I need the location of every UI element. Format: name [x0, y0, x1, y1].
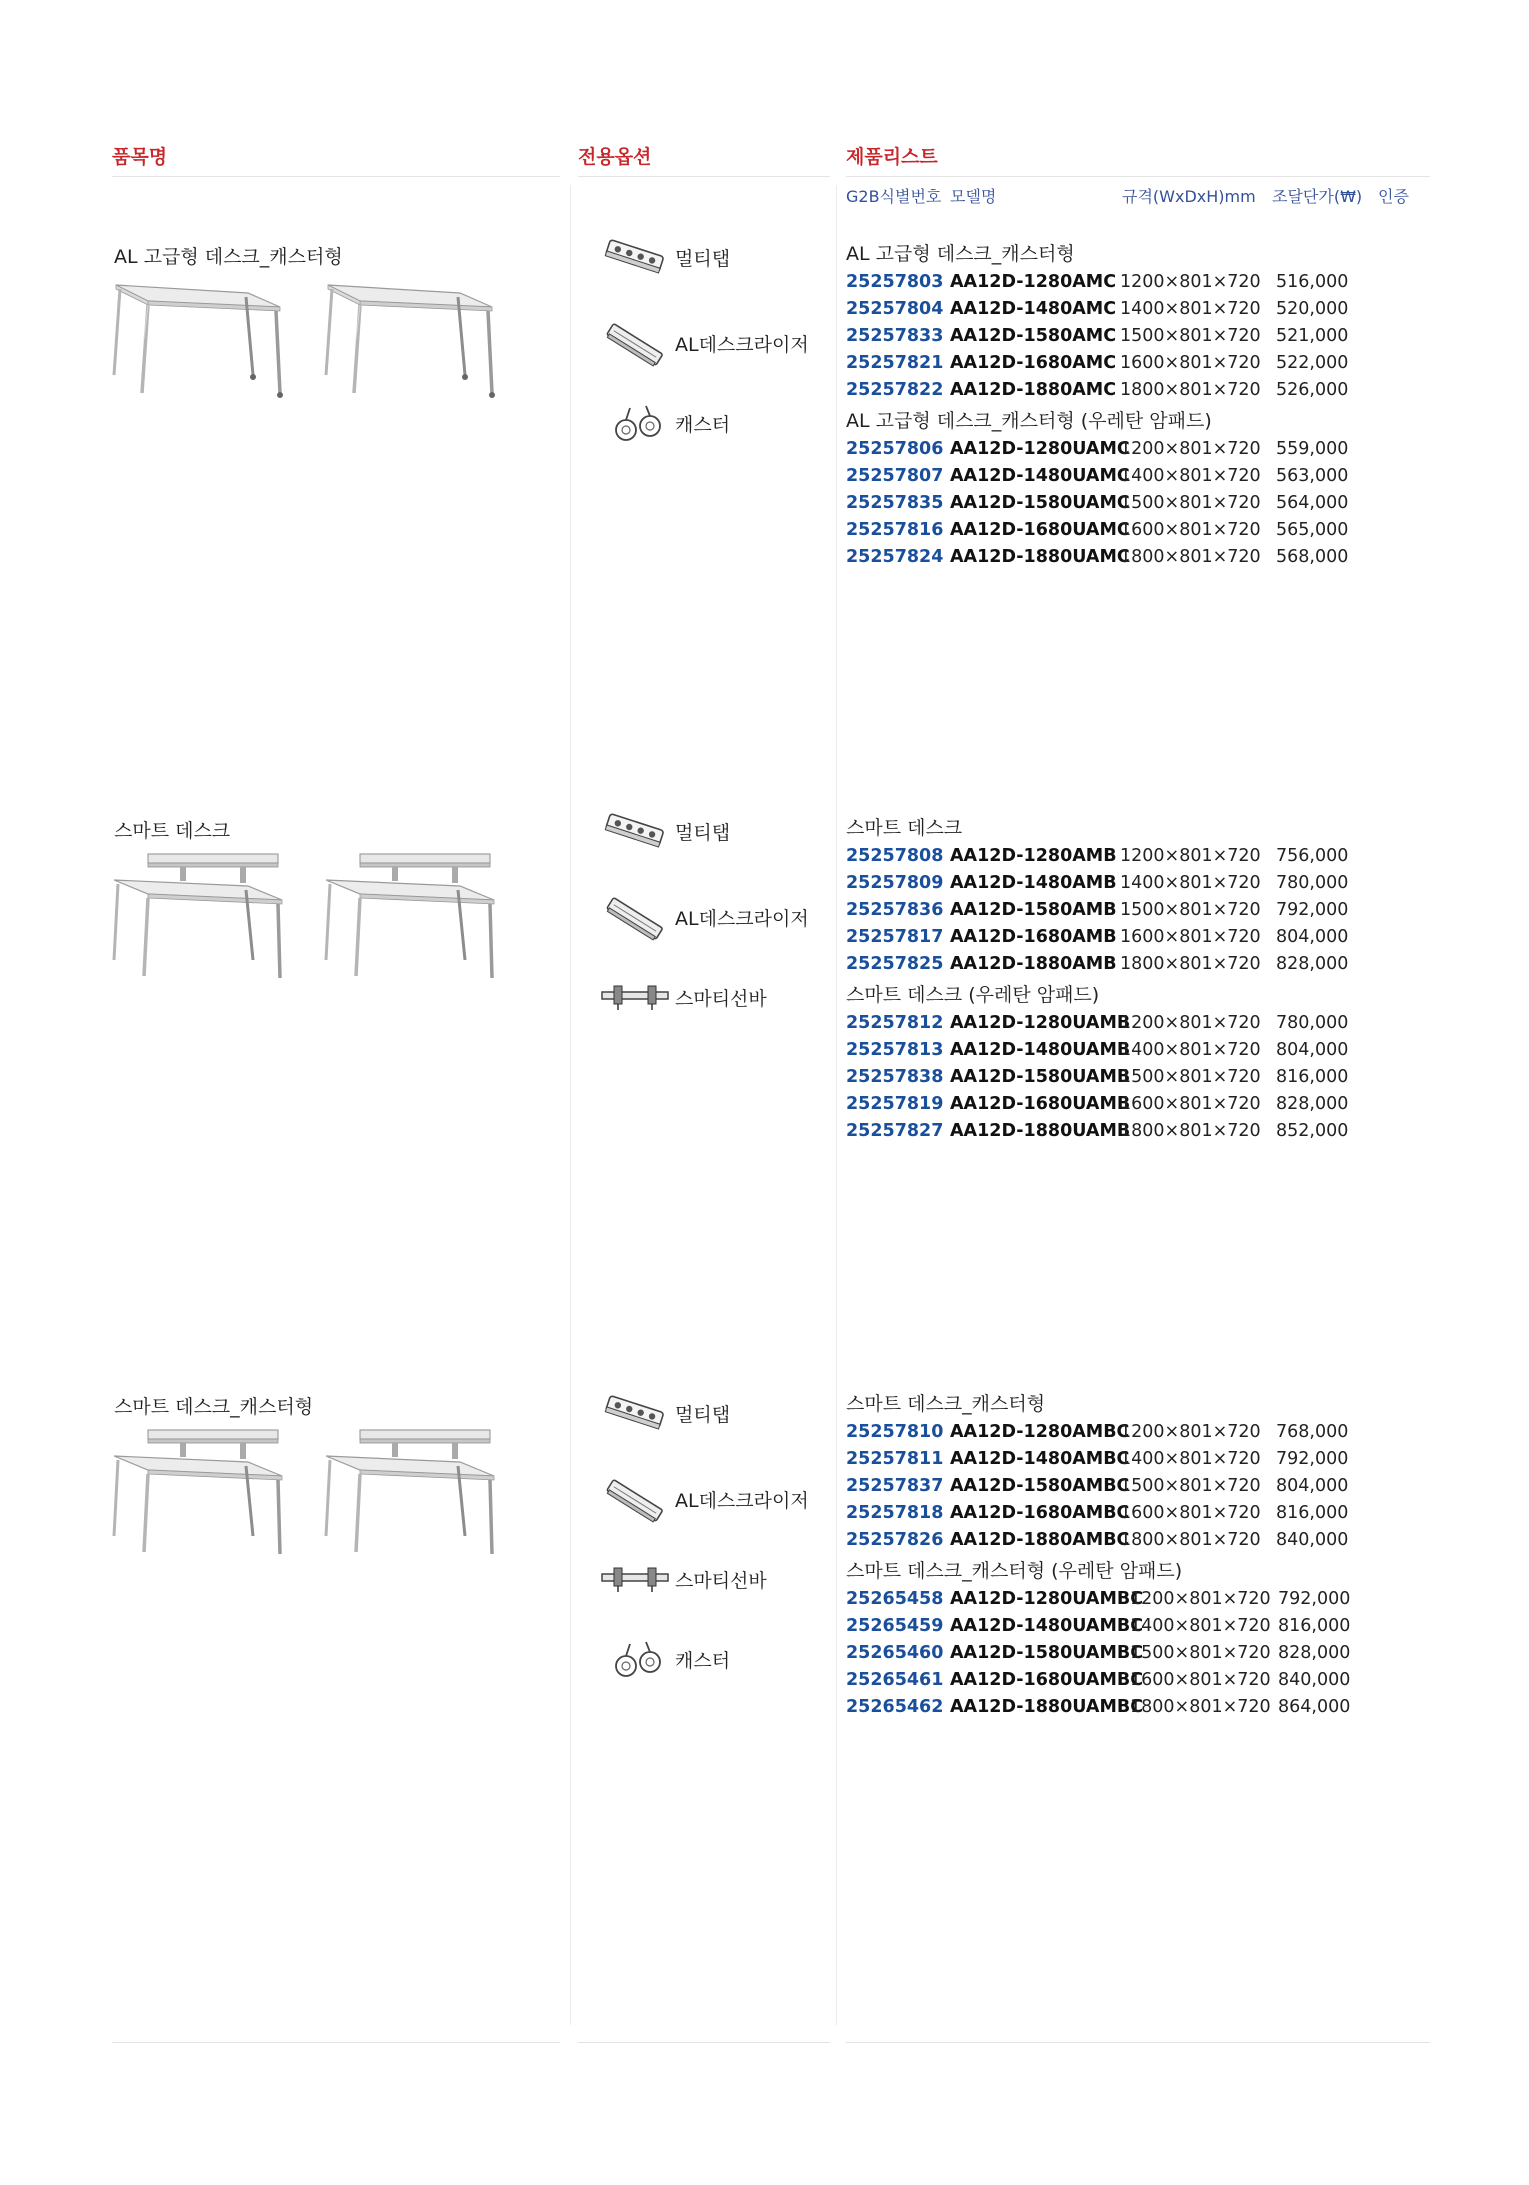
- model-code: AA12D-1580AMC: [950, 326, 1117, 346]
- price: 792,000: [1276, 900, 1349, 920]
- option-item: [600, 1386, 830, 1442]
- price: 780,000: [1276, 1013, 1349, 1033]
- table-row: [846, 1011, 1446, 1038]
- price: 828,000: [1276, 954, 1349, 974]
- spec: 1500×801×720: [1120, 326, 1261, 346]
- model-code: AA12D-1280AMB: [950, 846, 1117, 866]
- price: 816,000: [1276, 1067, 1349, 1087]
- table-row: [846, 1668, 1446, 1695]
- table-row: [846, 1092, 1446, 1119]
- table-row: [846, 1587, 1446, 1614]
- g2b-code: 25257806: [846, 439, 944, 459]
- spec: 1200×801×720: [1120, 846, 1261, 866]
- model-code: AA12D-1880AMBC: [950, 1530, 1130, 1550]
- table-row: [846, 378, 1446, 405]
- column-divider: [570, 185, 571, 2025]
- spec: 1500×801×720: [1120, 493, 1261, 513]
- spec: 1200×801×720: [1120, 1422, 1261, 1442]
- table-row: [846, 1614, 1446, 1641]
- price: 864,000: [1278, 1697, 1351, 1717]
- wide-rows: [846, 1587, 1446, 1722]
- option-item: [600, 1632, 830, 1688]
- group-title: 스마트 데스크_캐스터형: [846, 1393, 1046, 1415]
- desk-riser-icon: [600, 316, 670, 372]
- header-product-name: 품목명: [112, 146, 168, 168]
- spec: 1600×801×720: [1120, 1094, 1261, 1114]
- g2b-code: 25257825: [846, 954, 944, 974]
- price: 521,000: [1276, 326, 1349, 346]
- g2b-code: 25257819: [846, 1094, 944, 1114]
- g2b-code: 25257804: [846, 299, 944, 319]
- price: 816,000: [1276, 1503, 1349, 1523]
- header-divider: [578, 176, 830, 177]
- group-title: AL 고급형 데스크_캐스터형 (우레탄 암패드): [846, 410, 1212, 432]
- option-label: 스마티선바: [675, 1570, 767, 1592]
- spec: 1800×801×720: [1120, 380, 1261, 400]
- price: 792,000: [1278, 1589, 1351, 1609]
- model-code: AA12D-1480AMB: [950, 873, 1117, 893]
- price: 816,000: [1278, 1616, 1351, 1636]
- g2b-code: 25257818: [846, 1503, 944, 1523]
- g2b-code: 25265460: [846, 1643, 944, 1663]
- g2b-code: 25257809: [846, 873, 944, 893]
- table-row: [846, 1474, 1446, 1501]
- price: 520,000: [1276, 299, 1349, 319]
- table-row: [846, 545, 1446, 572]
- model-code: AA12D-1580UAMB: [950, 1067, 1131, 1087]
- model-code: AA12D-1280AMBC: [950, 1422, 1130, 1442]
- price: 559,000: [1276, 439, 1349, 459]
- table-row: [846, 898, 1446, 925]
- spec: 1800×801×720: [1120, 954, 1261, 974]
- price: 768,000: [1276, 1422, 1349, 1442]
- price: 522,000: [1276, 353, 1349, 373]
- option-item: [600, 970, 830, 1026]
- g2b-code: 25257821: [846, 353, 944, 373]
- price: 828,000: [1276, 1094, 1349, 1114]
- spec: 1800×801×720: [1120, 547, 1261, 567]
- spec: 1200×801×720: [1120, 1013, 1261, 1033]
- desk-riser-icon: [600, 890, 670, 946]
- model-code: AA12D-1680UAMC: [950, 520, 1130, 540]
- desk-riser-icon: [600, 1472, 670, 1528]
- price: 828,000: [1278, 1643, 1351, 1663]
- power-strip-icon: [600, 1386, 670, 1442]
- spec: 1400×801×720: [1120, 1449, 1261, 1469]
- table-row: [846, 1447, 1446, 1474]
- table-row: [846, 297, 1446, 324]
- product-group: [846, 238, 1446, 572]
- model-code: AA12D-1480AMBC: [950, 1449, 1130, 1469]
- smart-shelf-bar-icon: [600, 970, 670, 1026]
- model-code: AA12D-1680AMBC: [950, 1503, 1130, 1523]
- product-name: AL 고급형 데스크_캐스터형: [114, 246, 343, 268]
- price: 852,000: [1276, 1121, 1349, 1141]
- price: 565,000: [1276, 520, 1349, 540]
- g2b-code: 25265458: [846, 1589, 944, 1609]
- price: 804,000: [1276, 927, 1349, 947]
- column-price: 조달단가(₩): [1272, 187, 1363, 206]
- model-code: AA12D-1680UAMBC: [950, 1670, 1144, 1690]
- option-label: AL데스크라이저: [675, 908, 809, 930]
- desk-product-image: [108, 275, 498, 405]
- g2b-code: 25257803: [846, 272, 944, 292]
- column-cert: 인증: [1378, 187, 1409, 206]
- model-code: AA12D-1680AMB: [950, 927, 1117, 947]
- group-title: 스마트 데스크: [846, 817, 963, 839]
- spec: 1400×801×720: [1120, 1040, 1261, 1060]
- price: 756,000: [1276, 846, 1349, 866]
- product-group: [846, 812, 1446, 1146]
- table-row: [846, 1065, 1446, 1092]
- model-code: AA12D-1280UAMBC: [950, 1589, 1144, 1609]
- model-code: AA12D-1480AMC: [950, 299, 1117, 319]
- table-row: [846, 1119, 1446, 1146]
- table-row: [846, 270, 1446, 297]
- g2b-code: 25257816: [846, 520, 944, 540]
- spec: 1200×801×720: [1130, 1589, 1271, 1609]
- spec: 1600×801×720: [1120, 353, 1261, 373]
- g2b-code: 25257812: [846, 1013, 944, 1033]
- g2b-code: 25257835: [846, 493, 944, 513]
- product-group: [846, 1388, 1446, 1722]
- option-label: 캐스터: [675, 1650, 731, 1672]
- model-code: AA12D-1680AMC: [950, 353, 1117, 373]
- g2b-code: 25257833: [846, 326, 944, 346]
- option-item: [600, 1472, 830, 1528]
- price: 840,000: [1276, 1530, 1349, 1550]
- table-row: [846, 464, 1446, 491]
- g2b-code: 25265459: [846, 1616, 944, 1636]
- option-label: 멀티탭: [675, 822, 731, 844]
- price: 568,000: [1276, 547, 1349, 567]
- option-label: 스마티선바: [675, 988, 767, 1010]
- g2b-code: 25257838: [846, 1067, 944, 1087]
- product-name: 스마트 데스크_캐스터형: [114, 1396, 314, 1418]
- model-code: AA12D-1280AMC: [950, 272, 1117, 292]
- caster-wheel-icon: [600, 1632, 670, 1688]
- g2b-code: 25257836: [846, 900, 944, 920]
- header-product-list: 제품리스트: [846, 146, 938, 168]
- spec: 1500×801×720: [1120, 1476, 1261, 1496]
- g2b-code: 25257822: [846, 380, 944, 400]
- option-label: AL데스크라이저: [675, 1490, 809, 1512]
- header-divider: [112, 176, 560, 177]
- group-title: 스마트 데스크_캐스터형 (우레탄 암패드): [846, 1560, 1183, 1582]
- option-label: AL데스크라이저: [675, 334, 809, 356]
- model-code: AA12D-1580UAMBC: [950, 1643, 1144, 1663]
- model-code: AA12D-1880AMB: [950, 954, 1117, 974]
- table-row: [846, 844, 1446, 871]
- table-row: [846, 351, 1446, 378]
- g2b-code: 25257837: [846, 1476, 944, 1496]
- caster-wheel-icon: [600, 396, 670, 452]
- g2b-code: 25257824: [846, 547, 944, 567]
- spec: 1600×801×720: [1120, 1503, 1261, 1523]
- model-code: AA12D-1880UAMC: [950, 547, 1130, 567]
- table-row: [846, 324, 1446, 351]
- power-strip-icon: [600, 230, 670, 286]
- footer-divider: [578, 2042, 830, 2043]
- g2b-code: 25257817: [846, 927, 944, 947]
- model-code: AA12D-1880UAMBC: [950, 1697, 1144, 1717]
- table-row: [846, 1641, 1446, 1668]
- spec: 1600×801×720: [1120, 927, 1261, 947]
- table-row: [846, 1038, 1446, 1065]
- option-label: 캐스터: [675, 414, 731, 436]
- g2b-code: 25257811: [846, 1449, 944, 1469]
- spec: 1200×801×720: [1120, 272, 1261, 292]
- spec: 1400×801×720: [1120, 466, 1261, 486]
- g2b-code: 25257827: [846, 1121, 944, 1141]
- spec: 1600×801×720: [1130, 1670, 1271, 1690]
- footer-divider: [112, 2042, 560, 2043]
- model-code: AA12D-1580UAMC: [950, 493, 1130, 513]
- table-row: [846, 518, 1446, 545]
- table-row: [846, 437, 1446, 464]
- g2b-code: 25257807: [846, 466, 944, 486]
- desk-product-image: [108, 852, 498, 982]
- header-divider: [846, 176, 1430, 177]
- spec: 1800×801×720: [1120, 1121, 1261, 1141]
- table-row: [846, 952, 1446, 979]
- model-code: AA12D-1580AMBC: [950, 1476, 1130, 1496]
- option-item: [600, 396, 830, 452]
- table-row: [846, 1528, 1446, 1555]
- g2b-code: 25257826: [846, 1530, 944, 1550]
- model-code: AA12D-1580AMB: [950, 900, 1117, 920]
- group-title: 스마트 데스크 (우레탄 암패드): [846, 984, 1100, 1006]
- column-g2b: G2B식별번호: [846, 187, 942, 206]
- table-row: [846, 925, 1446, 952]
- option-label: 멀티탭: [675, 1404, 731, 1426]
- price: 792,000: [1276, 1449, 1349, 1469]
- spec: 1400×801×720: [1120, 873, 1261, 893]
- spec: 1500×801×720: [1130, 1643, 1271, 1663]
- model-code: AA12D-1280UAMB: [950, 1013, 1131, 1033]
- g2b-code: 25265462: [846, 1697, 944, 1717]
- footer-divider: [846, 2042, 1430, 2043]
- spec: 1400×801×720: [1130, 1616, 1271, 1636]
- group-title: AL 고급형 데스크_캐스터형: [846, 243, 1075, 265]
- option-label: 멀티탭: [675, 248, 731, 270]
- g2b-code: 25265461: [846, 1670, 944, 1690]
- model-code: AA12D-1480UAMBC: [950, 1616, 1144, 1636]
- model-code: AA12D-1680UAMB: [950, 1094, 1131, 1114]
- table-row: [846, 1695, 1446, 1722]
- model-code: AA12D-1280UAMC: [950, 439, 1130, 459]
- price: 516,000: [1276, 272, 1349, 292]
- column-model: 모델명: [950, 187, 997, 206]
- g2b-code: 25257810: [846, 1422, 944, 1442]
- table-row: [846, 1501, 1446, 1528]
- option-item: [600, 1552, 830, 1608]
- model-code: AA12D-1880UAMB: [950, 1121, 1131, 1141]
- spec: 1800×801×720: [1130, 1697, 1271, 1717]
- option-item: [600, 230, 830, 286]
- model-code: AA12D-1480UAMC: [950, 466, 1130, 486]
- spec: 1500×801×720: [1120, 900, 1261, 920]
- spec: 1800×801×720: [1120, 1530, 1261, 1550]
- g2b-code: 25257813: [846, 1040, 944, 1060]
- option-item: [600, 804, 830, 860]
- spec: 1200×801×720: [1120, 439, 1261, 459]
- column-spec: 규격(WxDxH)mm: [1122, 187, 1256, 206]
- desk-product-image: [108, 1428, 498, 1558]
- table-row: [846, 491, 1446, 518]
- price: 804,000: [1276, 1040, 1349, 1060]
- price: 563,000: [1276, 466, 1349, 486]
- smart-shelf-bar-icon: [600, 1552, 670, 1608]
- model-code: AA12D-1480UAMB: [950, 1040, 1131, 1060]
- header-options: 전용옵션: [578, 146, 652, 168]
- price: 804,000: [1276, 1476, 1349, 1496]
- g2b-code: 25257808: [846, 846, 944, 866]
- price: 780,000: [1276, 873, 1349, 893]
- price: 564,000: [1276, 493, 1349, 513]
- product-name: 스마트 데스크: [114, 820, 231, 842]
- price: 526,000: [1276, 380, 1349, 400]
- model-code: AA12D-1880AMC: [950, 380, 1117, 400]
- table-row: [846, 1420, 1446, 1447]
- column-divider: [836, 185, 837, 2025]
- spec: 1400×801×720: [1120, 299, 1261, 319]
- table-row: [846, 871, 1446, 898]
- option-item: [600, 316, 830, 372]
- spec: 1500×801×720: [1120, 1067, 1261, 1087]
- price: 840,000: [1278, 1670, 1351, 1690]
- power-strip-icon: [600, 804, 670, 860]
- spec: 1600×801×720: [1120, 520, 1261, 540]
- option-item: [600, 890, 830, 946]
